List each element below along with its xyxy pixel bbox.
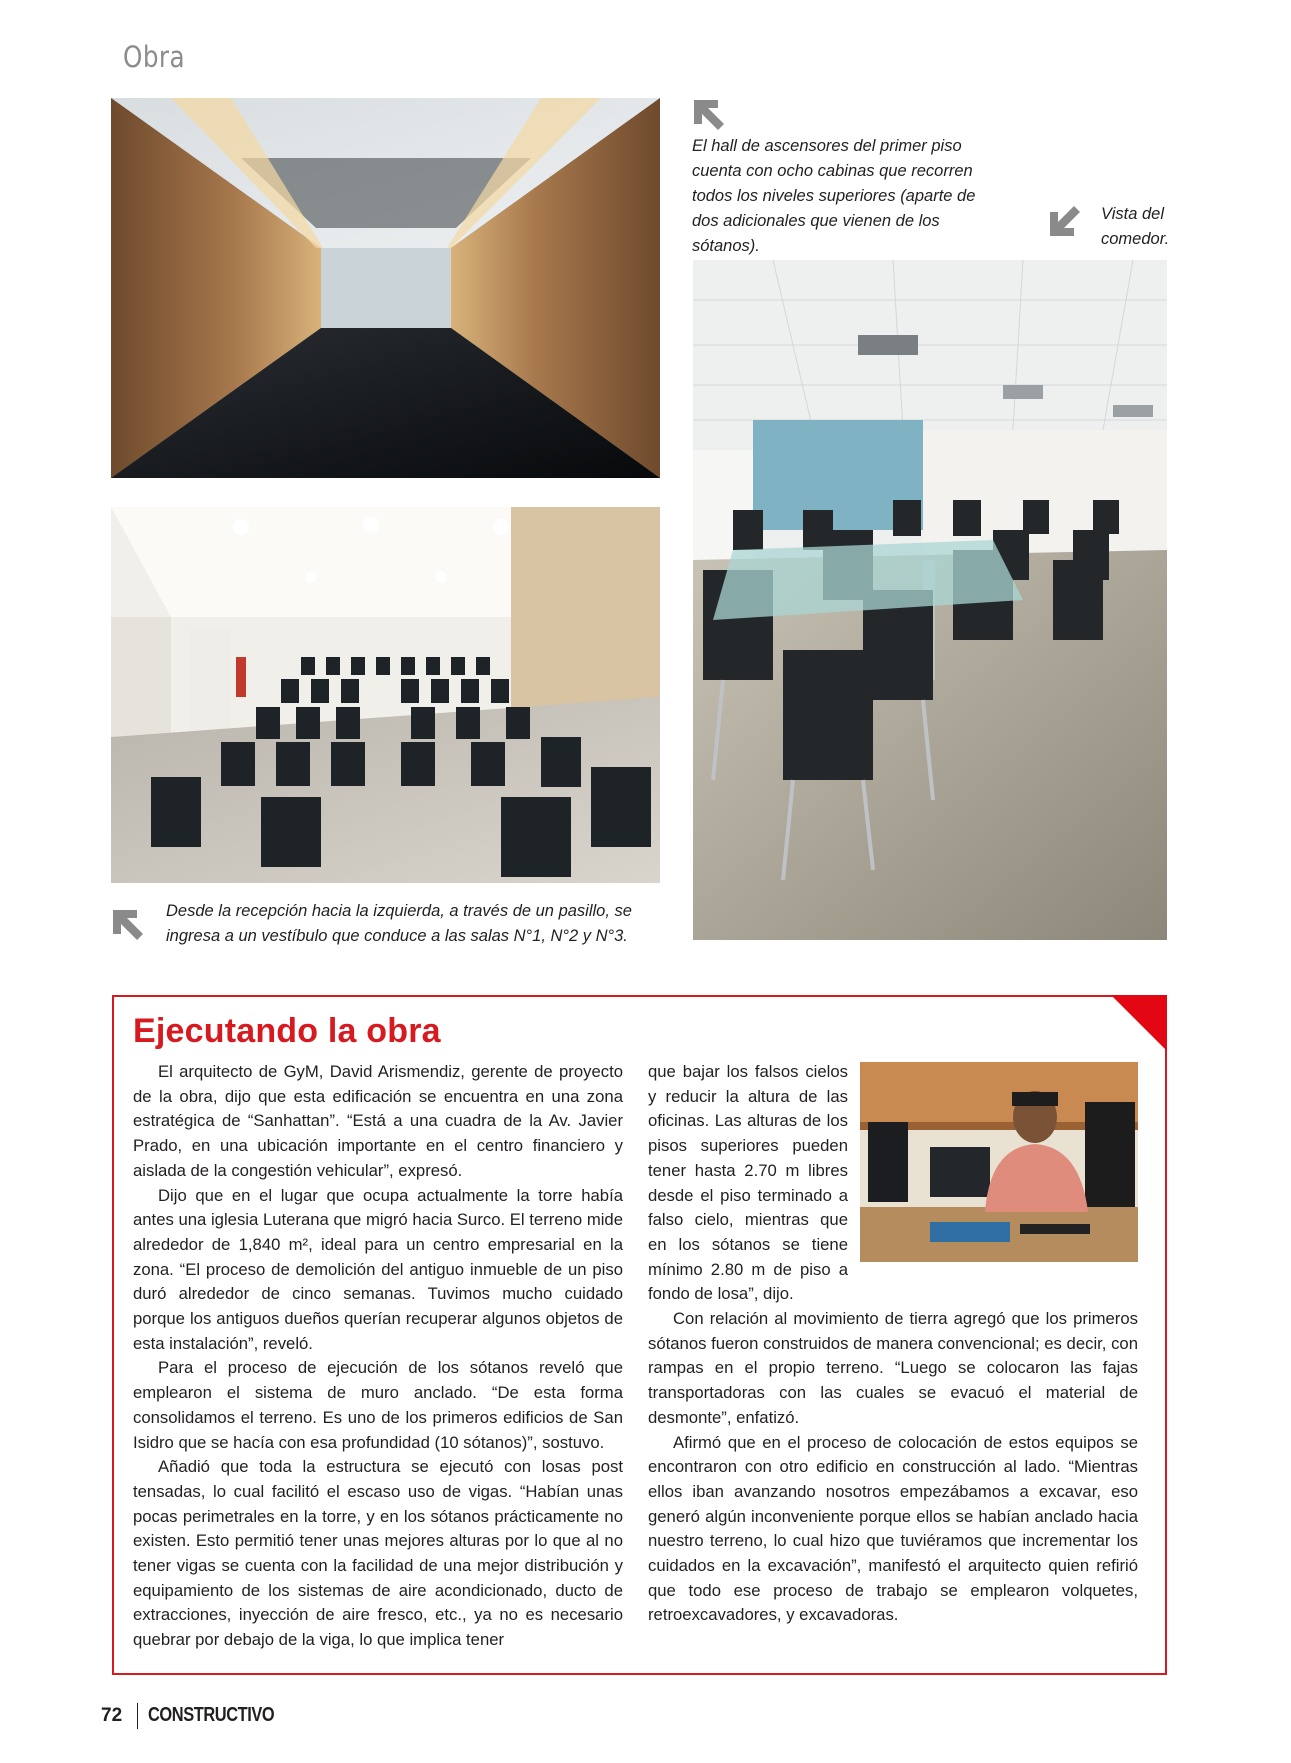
article-title: Ejecutando la obra [133, 1012, 441, 1050]
footer-divider [137, 1703, 138, 1729]
paragraph: Dijo que en el lugar que ocupa actualmente la torre había antes una iglesia Luterana que migró hacia Surco. El terreno mide alrededor de 1,840 m², ideal para un centro empresarial en la zona. “El proceso de demolición del antiguo inmueble de un piso duró alrededor de cinco semanas. Tuvimos mucho cuidado porque los antiguos dueños querían recuperar algunos objetos de esta instalación”, reveló. [133, 1185, 623, 1353]
magazine-name: CONSTRUCTIVO [148, 1704, 275, 1726]
vestibule-caption: Desde la recepción hacia la izquierda, a través de un pasillo, se ingresa a un vestíbulo que conduce a las salas N°1, N°2 y N°3. [166, 902, 632, 945]
article-left-column [133, 1060, 623, 1653]
paragraph: El arquitecto de GyM, David Arismendiz, gerente de proyecto de la obra, dijo que esta edificación se encuentra en una zona estratégica de “Sanhattan”. “Está a una cuadra de la Av. Javier Prado, en una ubicación importante en el centro financiero y aislada de la congestión vehicular”, expresó. [133, 1062, 623, 1180]
dining-caption: Vista del comedor. [1101, 205, 1170, 248]
article-right-column [648, 1060, 1138, 1628]
paragraph: Con relación al movimiento de tierra agregó que los primeros sótanos fueron construidos de manera convencional; es decir, con rampas en el propio terreno. “Luego se colocaron las fajas transportadoras con las cuales se evacuó el material de desmonte”, enfatizó. [648, 1309, 1138, 1427]
elevator-hall-photo [111, 98, 660, 478]
arrow-down-left-icon [1048, 204, 1082, 238]
dining-room-photo [693, 260, 1167, 940]
corner-triangle [1111, 995, 1167, 1051]
arrow-up-left-icon [111, 908, 145, 942]
meeting-room-photo [111, 507, 660, 883]
paragraph: Añadió que toda la estructura se ejecutó con losas post tensadas, lo cual facilitó el escaso uso de vigas. “Habían unas pocas perimetrales en la torre, y en los sótanos prácticamente no existen. Esto permitió tener unas mejores alturas por lo que al no tener vigas se cuenta con la facilidad de una mejor distribución y equipamiento de los sistemas de aire acondicionado, ducto de extracciones, inyección de aire fresco, etc., ya no es necesario quebrar por debajo de la viga, lo que implica tener [133, 1457, 623, 1650]
elevator-hall-caption: El hall de ascensores del primer piso cuenta con ocho cabinas que recorren todos los niveles superiores (aparte de dos adicionales que vienen de los sótanos). [692, 137, 976, 255]
page-number: 72 [101, 1705, 123, 1726]
paragraph: Afirmó que en el proceso de colocación de estos equipos se encontraron con otro edificio en construcción al lado. “Mientras ellos iban avanzando nosotros empezábamos a excavar, eso generó algún inconveniente porque ellos se habían anclado hacia nuestro terreno, lo cual hizo que tuviéramos que incrementar los cuidados en la excavación”, manifestó el arquitecto quien refirió que todo ese proceso de trabajo se emplearon volquetes, retroexcavadores, y excavadoras. [648, 1432, 1138, 1625]
paragraph: Para el proceso de ejecución de los sótanos reveló que emplearon el sistema de muro anclado. “De esta forma consolidamos el terreno. Es uno de los primeros edificios de San Isidro que se hacía con esa profundidad (10 sótanos)”, sostuvo. [133, 1358, 623, 1452]
paragraph: que bajar los falsos cielos y reducir la altura de las oficinas. Las alturas de los pisos superiores pueden tener hasta 2.70 m libres desde el piso terminado a falso cielo, mientras que en los sótanos se tiene mínimo 2.80 m de piso a fondo de losa”, dijo. [648, 1062, 848, 1304]
arrow-up-left-icon [692, 98, 726, 132]
section-label: Obra [123, 40, 185, 74]
architect-portrait-photo [860, 1062, 1138, 1262]
